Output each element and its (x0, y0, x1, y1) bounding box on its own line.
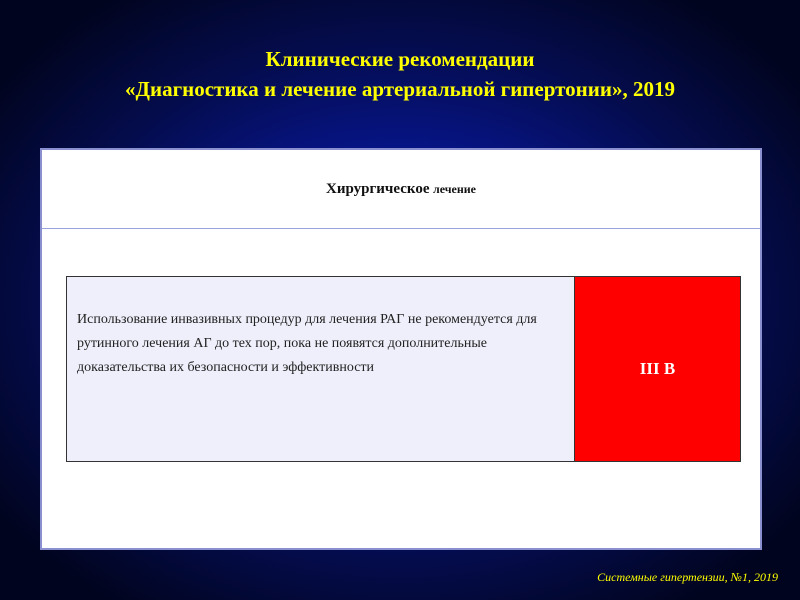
section-title-rest: лечение (432, 181, 476, 196)
content-panel (40, 148, 762, 550)
slide-title (0, 44, 800, 104)
recommendation-text: Использование инвазивных процедур для лечения РАГ не рекомендуется для рутинного лечения АГ до тех пор, пока не появятся дополнительные доказательства их безопасности и эффективности (67, 277, 575, 461)
section-header (42, 150, 760, 229)
slide-title-line-1: Клинические рекомендации (265, 47, 535, 71)
recommendation-class: III B (639, 359, 676, 378)
recommendation-table (66, 276, 741, 462)
section-title-main: Хирургическое (326, 180, 430, 197)
footer-citation: Системные гипертензии, №1, 2019 (597, 570, 778, 584)
recommendation-class-cell (575, 277, 740, 461)
slide-title-line-2: «Диагностика и лечение артериальной гипертонии», 2019 (125, 77, 675, 101)
